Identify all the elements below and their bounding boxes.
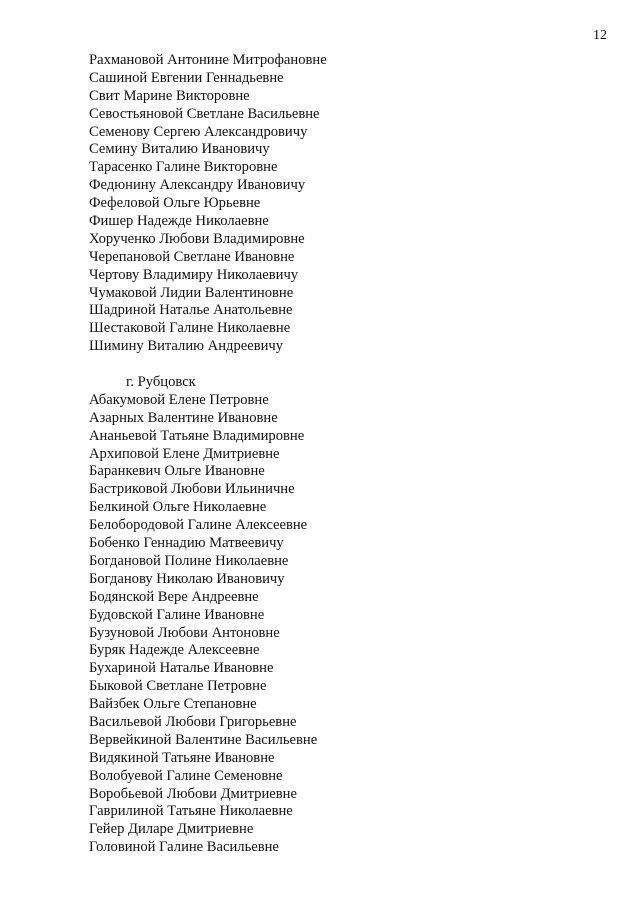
recipient-name: Чертову Владимиру Николаевичу xyxy=(89,266,299,283)
recipient-name: Бобенко Геннадию Матвеевичу xyxy=(89,535,284,552)
recipient-name: Быковой Светлане Петровне xyxy=(89,678,267,695)
recipient-name: Гейер Диларе Дмитриевне xyxy=(89,821,254,838)
recipient-name: Сашиной Евгении Геннадьевне xyxy=(89,69,284,86)
recipient-name: Фефеловой Ольге Юрьевне xyxy=(89,195,261,212)
recipient-name: Свит Марине Викторовне xyxy=(89,87,250,104)
recipient-name: Севостьяновой Светлане Васильевне xyxy=(89,105,320,122)
recipient-name: Черепановой Светлане Ивановне xyxy=(89,248,295,265)
recipient-name: Рахмановой Антонине Митрофановне xyxy=(89,52,327,68)
recipient-name: Абакумовой Елене Петровне xyxy=(89,391,269,408)
recipient-name: Белкиной Ольге Николаевне xyxy=(89,499,267,516)
recipient-name: Тарасенко Галине Викторовне xyxy=(89,159,278,176)
recipient-name: Буряк Надежде Алексеевне xyxy=(89,642,260,659)
page-number: 12 xyxy=(593,28,607,43)
recipient-name: Белобородовой Галине Алексеевне xyxy=(89,517,308,534)
recipient-name: Бузуновой Любови Антоновне xyxy=(89,624,280,641)
recipient-name: Шестаковой Галине Николаевне xyxy=(89,320,291,337)
recipient-name: Азарных Валентине Ивановне xyxy=(89,409,278,426)
recipient-name: Воробьевой Любови Дмитриевне xyxy=(89,785,297,802)
recipient-name: Шимину Виталию Андреевичу xyxy=(89,338,284,355)
recipient-name: Чумаковой Лидии Валентиновне xyxy=(89,284,294,301)
recipient-name: Богдановой Полине Николаевне xyxy=(89,552,289,569)
recipient-name: Бухариной Наталье Ивановне xyxy=(89,660,274,677)
recipient-name: Видякиной Татьяне Ивановне xyxy=(89,749,275,766)
recipient-name: Хорученко Любови Владимировне xyxy=(89,230,305,247)
recipient-name: Будовской Галине Ивановне xyxy=(89,606,265,623)
recipient-name: Вайзбек Ольге Степановне xyxy=(89,696,257,713)
recipient-name: Фишер Надежде Николаевне xyxy=(89,213,269,230)
recipient-name: Бодянской Вере Андреевне xyxy=(89,588,259,605)
city-heading: г. Рубцовск xyxy=(126,374,196,391)
recipient-name: Бастриковой Любови Ильиничне xyxy=(89,481,295,498)
recipient-name: Семенову Сергею Александровичу xyxy=(89,123,308,140)
recipient-name: Баранкевич Ольге Ивановне xyxy=(89,463,265,480)
recipient-name: Семину Виталию Ивановичу xyxy=(89,141,270,158)
recipient-list xyxy=(89,52,609,857)
section-spacer xyxy=(89,356,609,374)
recipient-name: Вервейкиной Валентине Васильевне xyxy=(89,731,318,748)
recipient-name: Архиповой Елене Дмитриевне xyxy=(89,445,280,462)
recipient-name: Шадриной Наталье Анатольевне xyxy=(89,302,293,319)
recipient-name: Головиной Галине Васильевне xyxy=(89,839,279,856)
recipient-name: Богданову Николаю Ивановичу xyxy=(89,570,285,587)
recipient-name: Гаврилиной Татьяне Николаевне xyxy=(89,803,293,820)
recipient-section-2 xyxy=(89,392,609,857)
recipient-section-1 xyxy=(89,52,609,356)
recipient-name: Ананьевой Татьяне Владимировне xyxy=(89,427,305,444)
recipient-name: Федюнину Александру Ивановичу xyxy=(89,177,306,194)
recipient-name: Васильевой Любови Григорьевне xyxy=(89,713,297,730)
recipient-name: Волобуевой Галине Семеновне xyxy=(89,767,283,784)
